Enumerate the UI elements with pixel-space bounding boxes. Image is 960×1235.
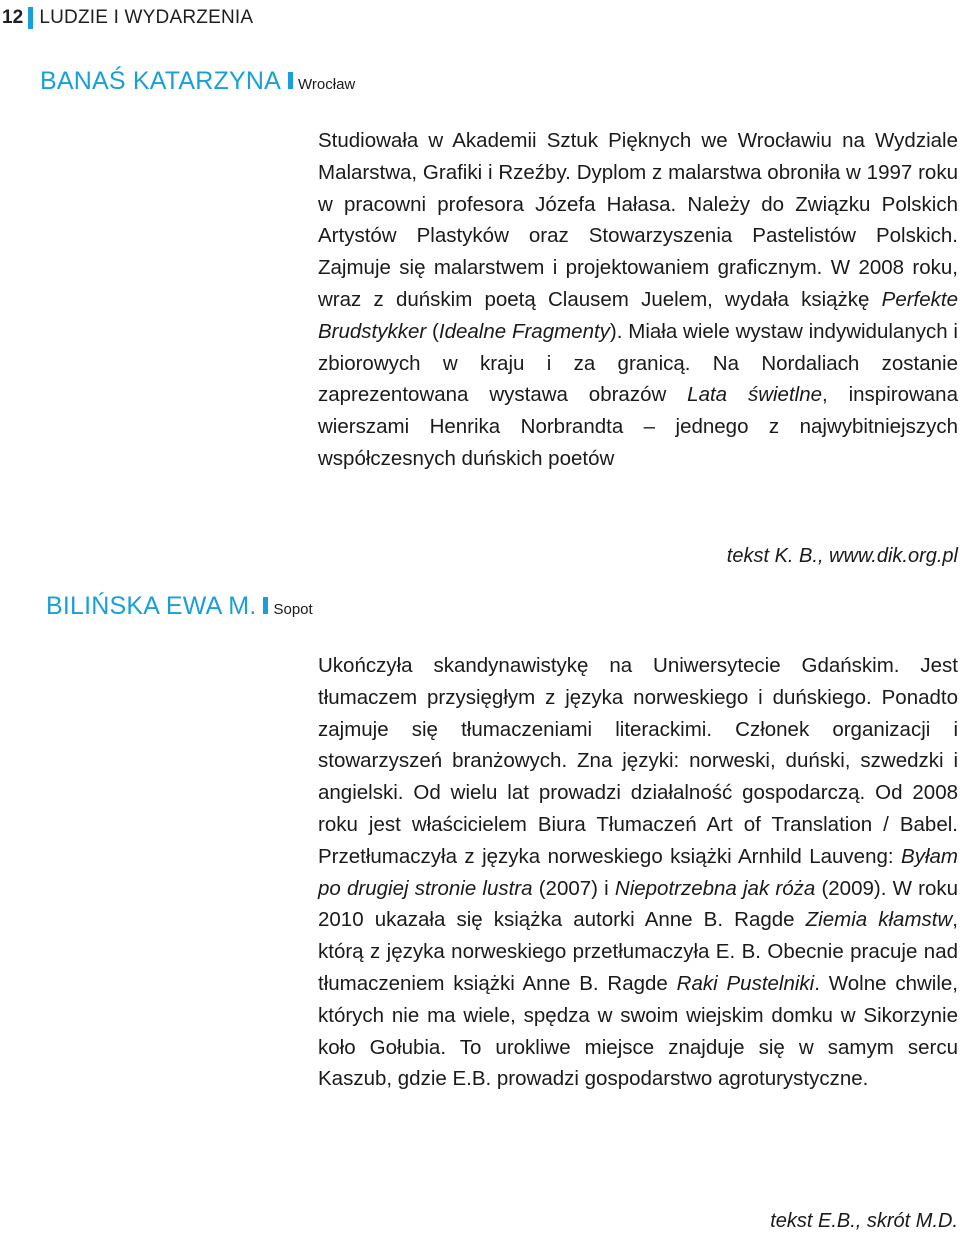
heading-separator-bar [263,597,268,614]
bio-text: , inspirowana wierszami Henrika Norbrandta – jednego z najwybitniejszych współczesnych duńskich poetów [318,383,958,470]
entry-city: Wrocław [298,76,356,93]
bio-text: ). Miała wiele wystaw indywidulanych i zbiorowych w kraju i za granicą. Na Nordaliach zostanie zaprezentowana wystawa obrazów [318,319,958,407]
bio-text: Studiowała w Akademii Sztuk Pięknych we Wrocławiu na Wydziale Malarstwa, Grafiki i Rzeźby. Dyplom z malarstwa obroniła w 1997 roku w pracowni profesora Józefa Hałasa. Należy do Związku Polskich Artystów Plastyków oraz Stowarzyszenia Pastelistów Polskich. Zajmuje się malarstwem i projektowaniem graficznym. W 2008 roku, wraz z duńskim poetą Clausem Juelem, wydała książkę [318,129,958,311]
entry-name: BANAŚ KATARZYNA [40,67,282,95]
entry-heading [40,67,355,96]
book-title-translation: Idealne Fragmenty [438,319,610,343]
header-divider-bar [28,7,33,29]
entry-name: BILIŃSKA EWA M. [46,592,257,620]
page-number: 12 [2,7,24,28]
bio-text: (2007) i [532,876,615,900]
exhibition-title: Lata świetlne [687,383,823,407]
text-credit: tekst K. B., www.dik.org.pl [726,545,958,567]
book-title: Byłam po drugiej stronie lustra [318,844,958,900]
book-title: Perfekte Brudstykker [318,287,958,343]
book-title: Raki Pustelniki [676,971,815,995]
bio-text: Ukończyła skandynawistykę na Uniwersytecie Gdańskim. Jest tłumaczem przysięgłym z języka norweskiego i duńskiego. Ponadto zajmuje się tłumaczeniami literackimi. Członek organizacji i stowarzyszeń branżowych. Zna języki: norweski, duński, szwedzki i angielski. Od wielu lat prowadzi działalność gospodarczą. Od 2008 roku jest właścicielem Biura Tłumaczeń Art of Translation / Babel. Przetłumaczyła z języka norweskiego książki Arnhild Lauveng: [318,654,958,868]
entry-biography [318,125,958,475]
heading-separator-bar [288,72,293,89]
book-title: Niepotrzebna jak róża [614,876,816,900]
entry-biography [318,650,958,1095]
bio-text: ( [426,319,439,343]
entry-city: Sopot [273,601,313,618]
entry-heading [46,592,313,621]
bio-text: . Wolne chwile, których nie ma wiele, spędza w swoim wiejskim domku w Sikorzynie koło Gołubia. To urokliwe miejsce znajduje się w samym sercu Kaszub, gdzie E.B. prowadzi gospodarstwo agroturystyczne. [318,971,958,1091]
page-header [2,5,253,31]
book-title: Ziemia kłamstw [805,908,953,932]
bio-text: , którą z języka norweskiego przetłumaczyła E. B. Obecnie pracuje nad tłumaczeniem książki Anne B. Ragde [318,908,958,995]
bio-text: (2009). W roku 2010 ukazała się książka autorki Anne B. Ragde [318,876,958,932]
text-credit: tekst E.B., skrót M.D. [770,1210,958,1232]
section-title: LUDZIE I WYDARZENIA [39,7,254,28]
